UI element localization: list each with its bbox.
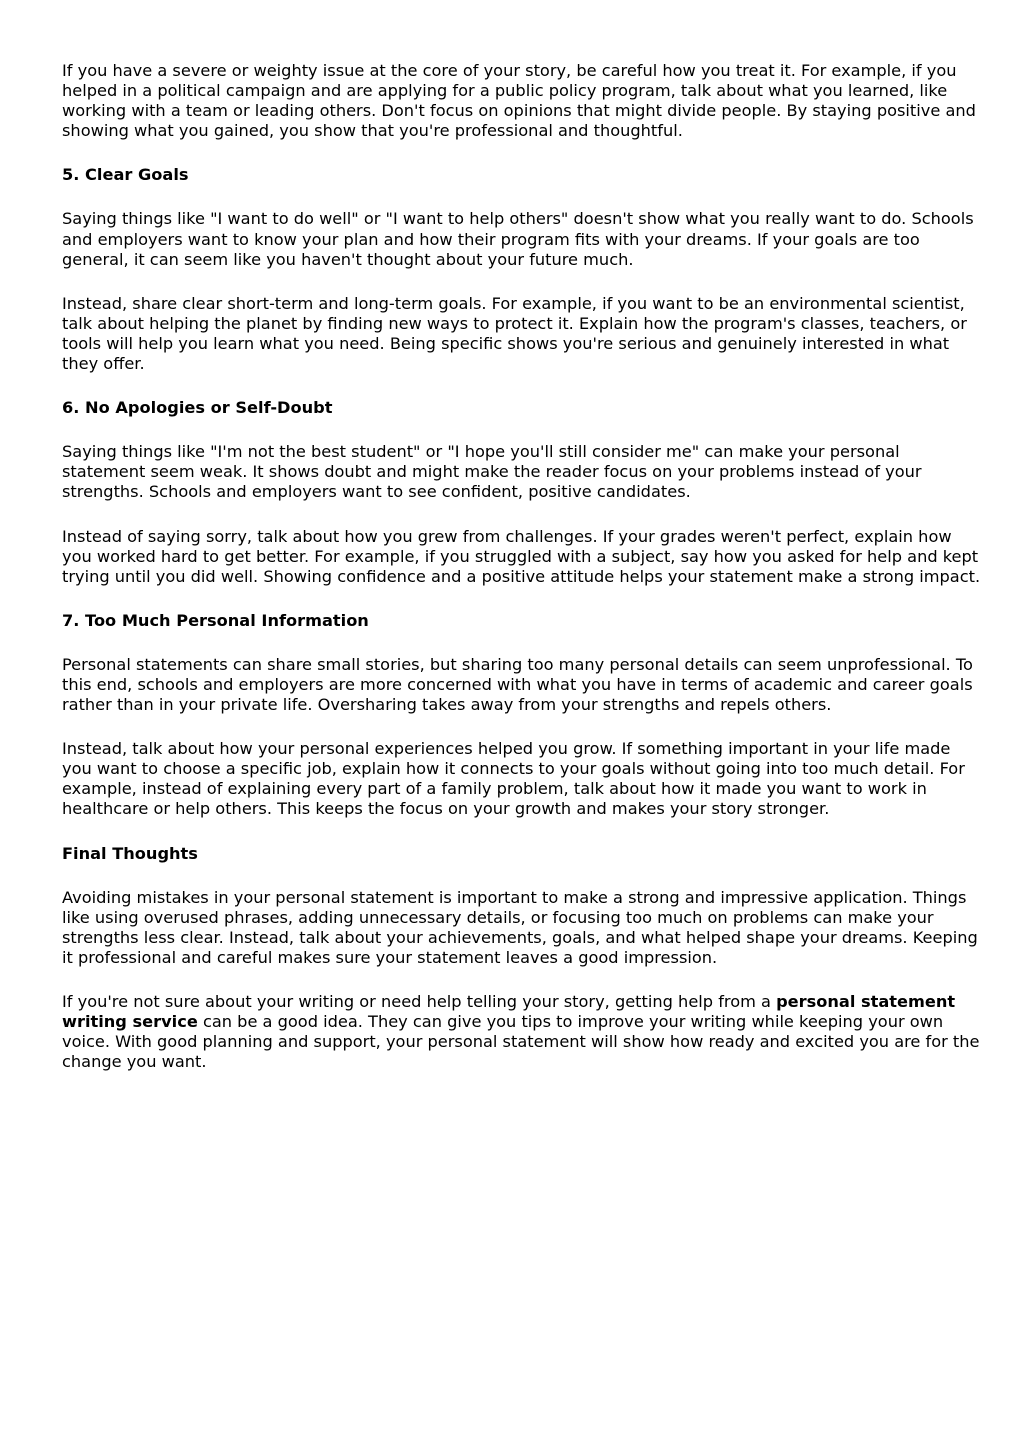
closing-text-before: If you're not sure about your writing or need help telling your story, getting help from a bbox=[62, 992, 777, 1011]
personal-information-paragraph-2: Instead, talk about how your personal experiences helped you grow. If something important in your life made you want to choose a specific job, explain how it connects to your goals without going into too much detail. For example, instead of explaining every part of a family problem, talk about how it made you want to work in healthcare or help others. This keeps the focus on your growth and makes your story stronger. bbox=[62, 739, 965, 819]
no-apologies-paragraph-2: Instead of saying sorry, talk about how you grew from challenges. If your grades weren't perfect, explain how you worked hard to get better. For example, if you struggled with a subject, say how you asked for help and kept trying until you did well. Showing confidence and a positive attitude helps your statement make a strong impact. bbox=[62, 526, 981, 586]
closing-paragraph bbox=[62, 992, 982, 1072]
final-thoughts-paragraph: Avoiding mistakes in your personal statement is important to make a strong and impressive application. Things like using overused phrases, adding unnecessary details, or focusing too much on problems can make your strengths less clear. Instead, talk about your achievements, goals, and what helped shape your dreams. Keeping it professional and careful makes sure your statement leaves a good impression. bbox=[62, 887, 978, 967]
no-apologies-paragraph-1: Saying things like "I'm not the best student" or "I hope you'll still consider me" can make your personal statement seem weak. It shows doubt and might make the reader focus on your problems instead of your strengths. Schools and employers want to see confident, positive candidates. bbox=[62, 442, 922, 502]
personal-information-paragraph-1: Personal statements can share small stories, but sharing too many personal details can seem unprofessional. To this end, schools and employers are more concerned with what you have in terms of academic and career goals rather than in your private life. Oversharing takes away from your strengths and repels others. bbox=[62, 654, 973, 715]
clear-goals-paragraph-1: Saying things like "I want to do well" or "I want to help others" doesn't show what you really want to do. Schools and employers want to know your plan and how their program fits with your dreams. If your goals are too general, it can seem like you haven't thought about your future much. bbox=[62, 209, 974, 269]
section-heading-clear-goals: 5. Clear Goals bbox=[62, 165, 189, 185]
section-heading-personal-information: 7. Too Much Personal Information bbox=[62, 610, 369, 630]
closing-text-after: can be a good idea. They can give you tips to improve your writing while keeping your own voice. With good planning and support, your personal statement will show how ready and excited you are for the change you want. bbox=[62, 1012, 980, 1072]
intro-paragraph: If you have a severe or weighty issue at the core of your story, be careful how you treat it. For example, if you helped in a political campaign and are applying for a public policy program, talk about what you learned, like working with a team or leading others. Don't focus on opinions that might divide people. By staying positive and showing what you gained, you show that you're professional and thoughtful. bbox=[62, 61, 976, 141]
clear-goals-paragraph-2: Instead, share clear short-term and long-term goals. For example, if you want to be an environmental scientist, talk about helping the planet by finding new ways to protect it. Explain how the program's classes, teachers, or tools will help you learn what you need. Being specific shows you're serious and genuinely interested in what they offer. bbox=[62, 293, 967, 374]
document-page bbox=[62, 61, 982, 1096]
section-heading-final-thoughts: Final Thoughts bbox=[62, 843, 198, 863]
service-keyword: personal statement writing service bbox=[62, 992, 956, 1032]
section-heading-no-apologies: 6. No Apologies or Self-Doubt bbox=[62, 398, 333, 418]
